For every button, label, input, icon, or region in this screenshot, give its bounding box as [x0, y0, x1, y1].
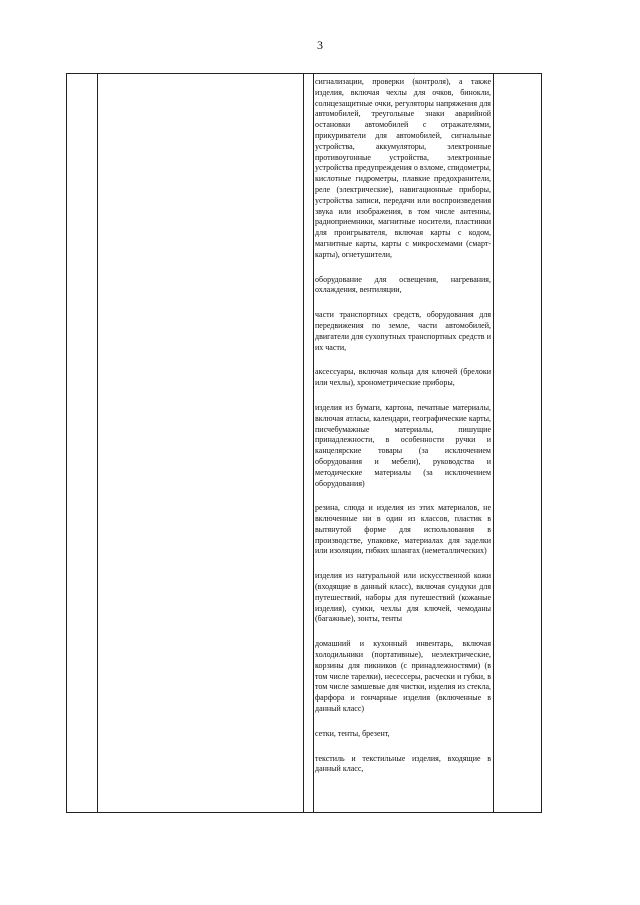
column-divider — [303, 74, 304, 812]
goods-paragraph: домашний и кухонный инвентарь, включая холодильники (портативные), неэлектрические, корзины для пикников (с принадлежностями) (в том числе тарелки), несессеры, расчески и губки, в том числе замшевые для чистки, изделия из стекла, фарфора и гончарные изделия (включенные в данный класс) — [315, 639, 491, 714]
goods-paragraph: текстиль и текстильные изделия, входящие в данный класс, — [315, 753, 491, 774]
page-number: 3 — [317, 38, 323, 52]
goods-paragraph: аксессуары, включая кольца для ключей (брелоки или чехлы), хронометрические приборы, — [315, 367, 491, 388]
goods-paragraph: оборудование для освещения, нагревания, охлаждения, вентиляции, — [315, 274, 491, 295]
goods-paragraph: изделия из бумаги, картона, печатные материалы, включая атласы, календари, географические карты, писчебумажные материалы, пишущие принадлежности, в особенности ручки и канцелярские товары (за исключением оборудования и мебели), руководства и методические материалы (за исключением оборудования) — [315, 402, 491, 488]
goods-paragraph: сигнализации, проверки (контроля), а также изделия, включая чехлы для очков, бинокли, солнцезащитные очки, регуляторы напряжения для автомобилей, треугольные знаки аварийной остановки автомобилей с отражателями, прикуриватели для автомобилей, сигнальные устройства, аккумуляторы, электронные противоугонные устройства, электронные устройства предупреждения о взломе, спидометры, кислотные гидрометры, плавкие предохранители, реле (электрические), навигационные приборы, устройства записи, передачи или воспроизведения звука или изображения, в том числе антенны, радиоприемники, магнитные носители, пластинки для проигрывателя, включая карты с кодом, магнитные карты, карты с микросхемами (смарт-карты), огнетушители, — [315, 77, 491, 259]
column-divider — [97, 74, 98, 812]
column-divider — [493, 74, 494, 812]
column-divider — [313, 74, 314, 812]
goods-paragraph: изделия из натуральной или искусственной кожи (входящие в данный класс), включая сундуки для путешествий, наборы для путешествий (кожаные изделия), сумки, чехлы для ключей, чемоданы (багажные), зонты, тенты — [315, 571, 491, 624]
goods-paragraph: части транспортных средств, оборудования для передвижения по земле, части автомобилей, двигатели для сухопутных транспортных средств и их части, — [315, 310, 491, 352]
classification-table — [66, 73, 542, 813]
goods-paragraph: резина, слюда и изделия из этих материалов, не включенные ни в один из классов, пластик в вытянутой форме для использования в производстве, упаковке, материалах для заделки или изоляции, гибких шлангах (неметаллических) — [315, 503, 491, 556]
goods-description-cell — [315, 77, 491, 775]
goods-paragraph: сетки, тенты, брезент, — [315, 728, 390, 738]
